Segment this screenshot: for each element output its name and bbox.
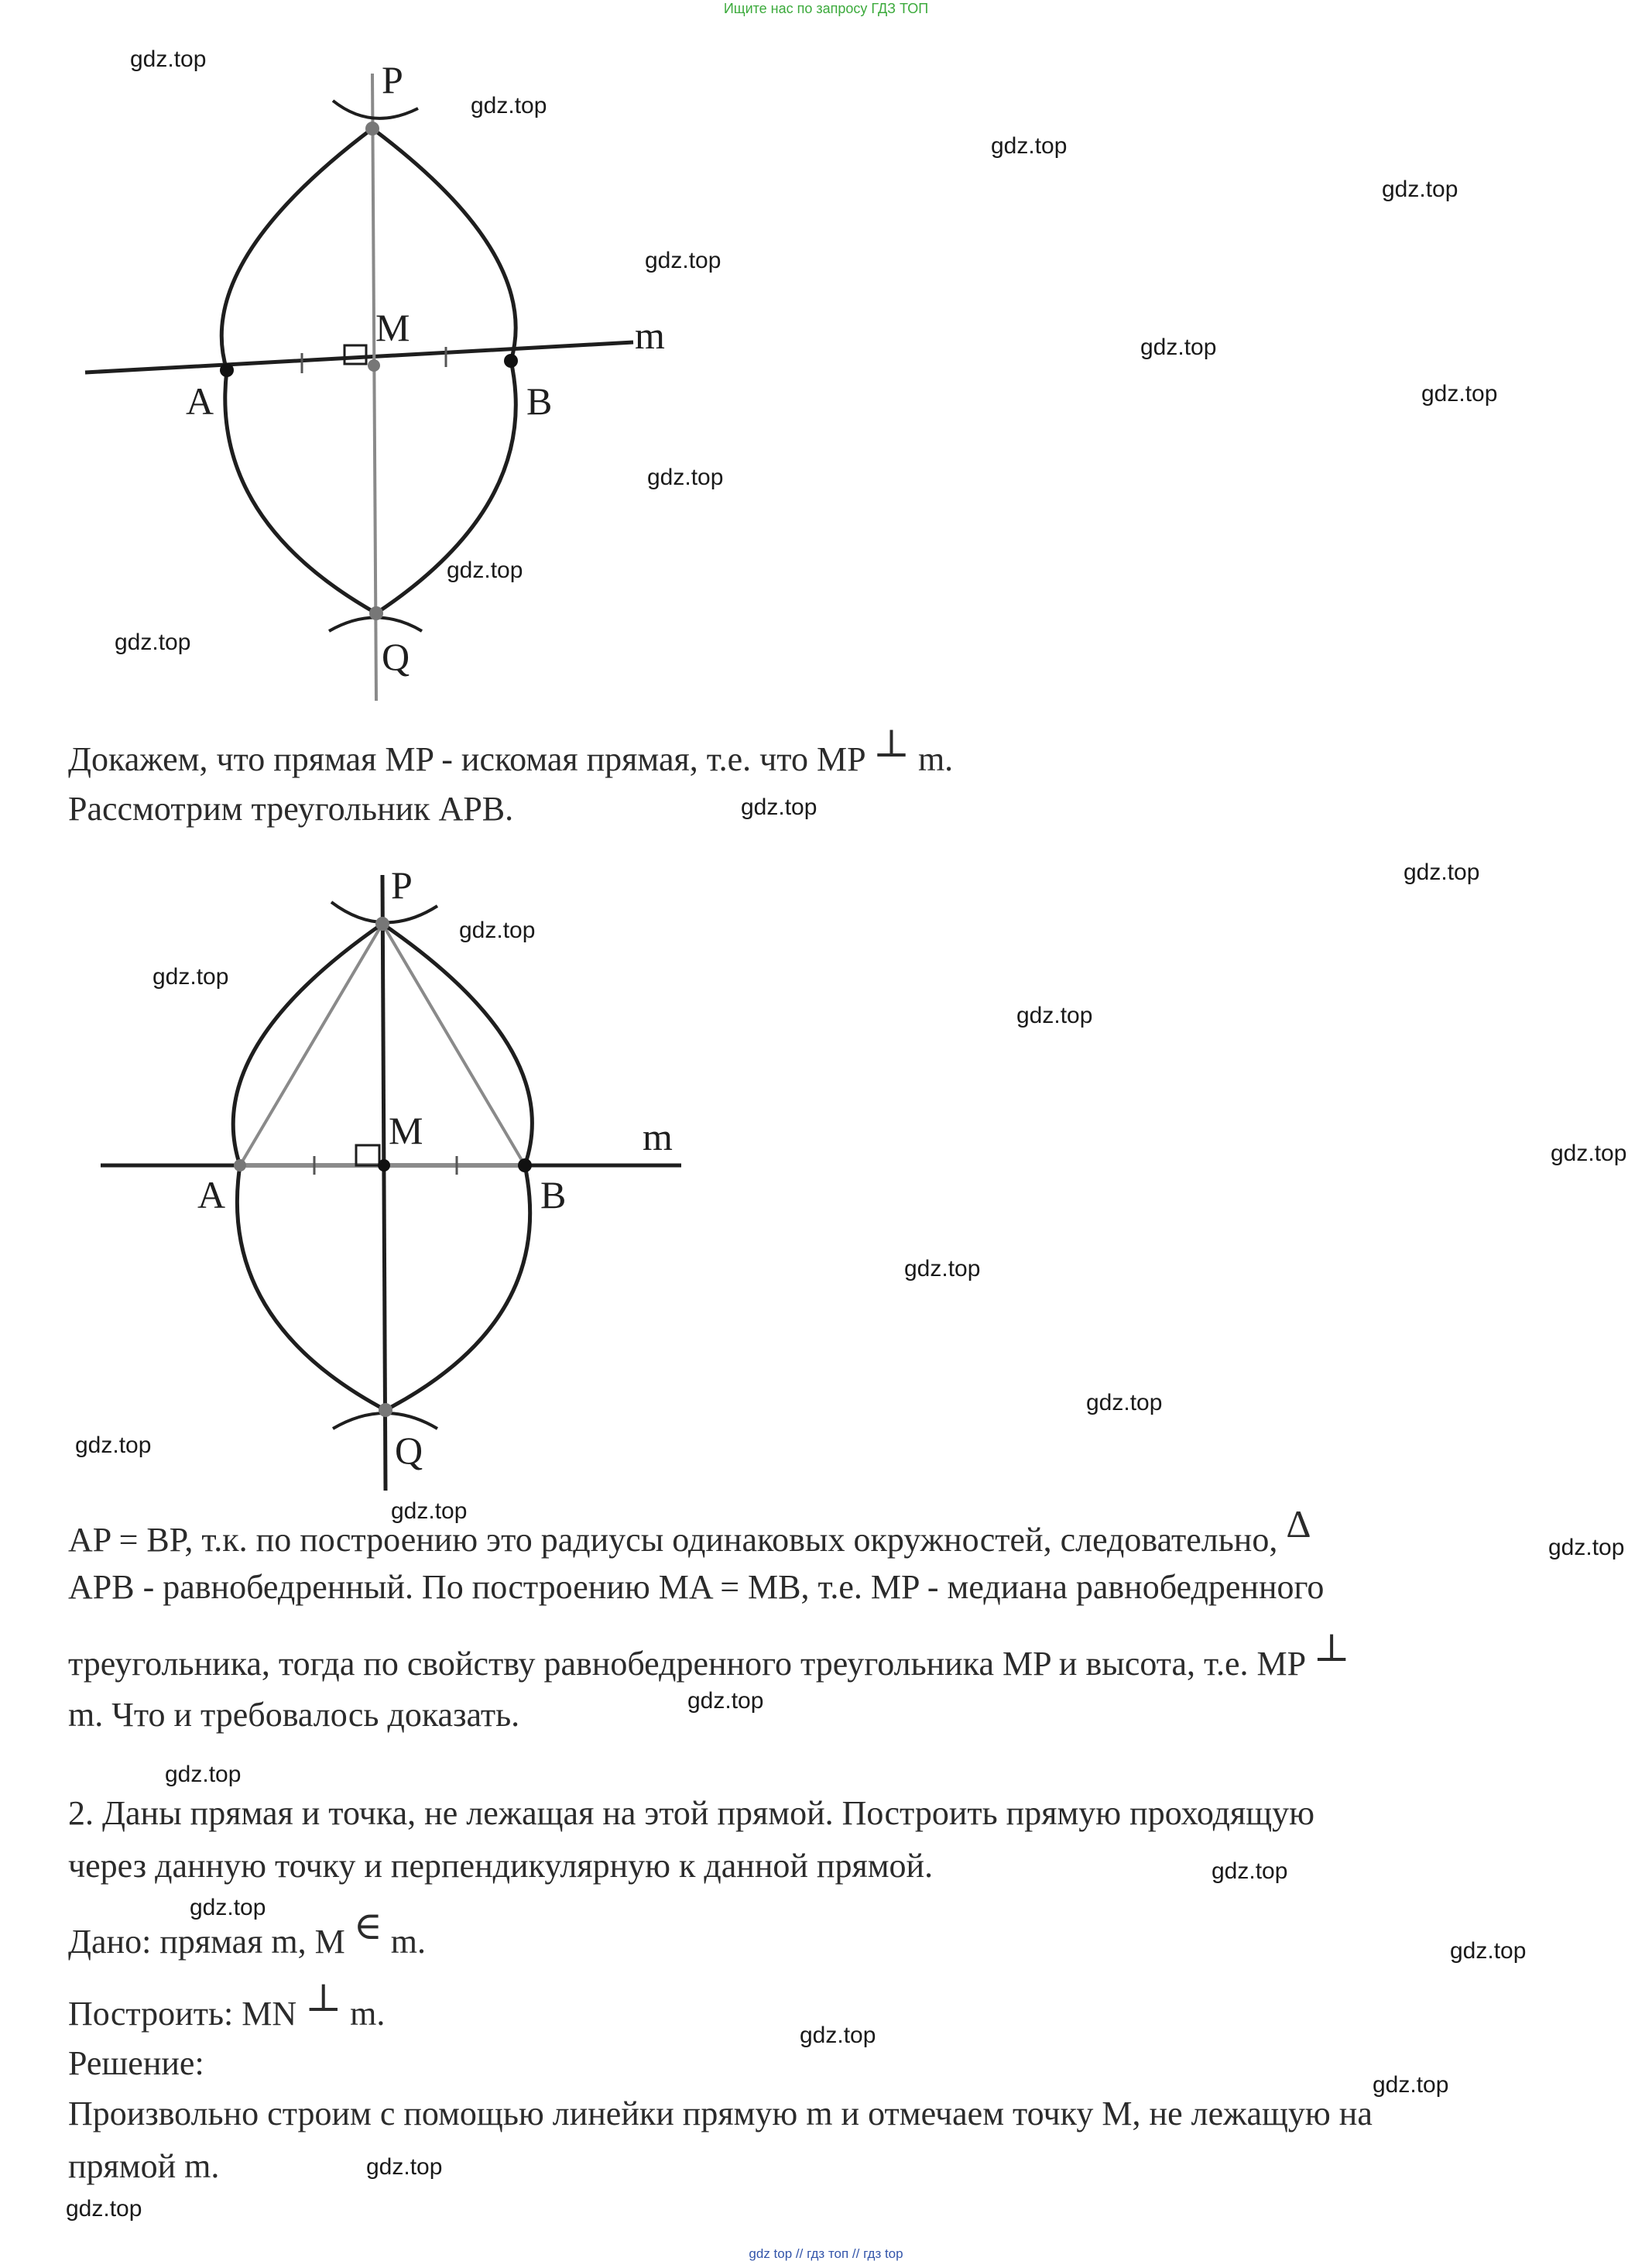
watermark: gdz.top xyxy=(1450,1938,1527,1964)
watermark: gdz.top xyxy=(115,630,191,655)
ap-bp-line-1: AP = BP, т.к. по построению это радиусы одинаковых окружностей, следовательно, Δ xyxy=(68,1502,1311,1559)
watermark: gdz.top xyxy=(391,1498,468,1524)
given-line: Дано: прямая m, M ∈ m. xyxy=(68,1904,427,1961)
arbitrary-line-1: Произвольно строим с помощью линейки прямую m и отмечаем точку M, не лежащую на xyxy=(68,2095,1373,2132)
diagram-construction-2 xyxy=(85,856,704,1522)
top-banner[interactable]: Ищите нас по запросу ГДЗ ТОП xyxy=(723,1,929,16)
point-p xyxy=(375,917,389,931)
point-b xyxy=(504,354,518,368)
watermark: gdz.top xyxy=(366,2154,443,2180)
label-b: B xyxy=(526,379,553,423)
task2-line-2: через данную точку и перпендикулярную к данной прямой. xyxy=(68,1847,934,1885)
segment-ap xyxy=(240,924,382,1165)
perp-symbol: ⊥ xyxy=(872,722,910,765)
point-m xyxy=(378,1159,390,1172)
build-line: Построить: MN ⊥ m. xyxy=(68,1976,386,2033)
watermark: gdz.top xyxy=(645,248,721,273)
point-m xyxy=(368,359,380,372)
label-b: B xyxy=(540,1173,567,1216)
point-a xyxy=(234,1159,246,1172)
watermark: gdz.top xyxy=(1140,335,1217,360)
point-p xyxy=(365,122,379,136)
solution-heading: Решение: xyxy=(68,2044,204,2082)
watermark: gdz.top xyxy=(447,558,523,583)
watermark: gdz.top xyxy=(904,1256,981,1282)
point-q xyxy=(379,1403,392,1417)
triangle-line: треугольника, тогда по свойству равнобедренного треугольника MP и высота, т.е. MP ⊥ xyxy=(68,1626,1350,1683)
watermark: gdz.top xyxy=(1086,1390,1163,1415)
watermark: gdz.top xyxy=(1212,1858,1288,1884)
watermark: gdz.top xyxy=(75,1433,152,1458)
label-line-m: m xyxy=(635,314,665,357)
ap-bp-line-2: APB - равнобедренный. По построению MA = MB, т.е. MP - медиана равнобедренного xyxy=(68,1568,1325,1606)
watermark: gdz.top xyxy=(66,2196,142,2222)
watermark: gdz.top xyxy=(1548,1535,1625,1560)
label-q: Q xyxy=(382,635,410,678)
arc-notch-top xyxy=(333,101,418,118)
consider-line: Рассмотрим треугольник APB. xyxy=(68,790,514,828)
watermark: gdz.top xyxy=(1404,860,1480,885)
bottom-banner[interactable]: gdz top // гдз топ // гдз top xyxy=(749,2246,903,2261)
watermark: gdz.top xyxy=(1382,177,1458,202)
watermark: gdz.top xyxy=(1551,1141,1627,1166)
watermark: gdz.top xyxy=(471,93,547,118)
line-m xyxy=(85,342,633,372)
watermark: gdz.top xyxy=(1421,381,1498,407)
label-line-m: m xyxy=(643,1115,673,1158)
label-m: M xyxy=(375,306,410,349)
task2-line-1: 2. Даны прямая и точка, не лежащая на этой прямой. Построить прямую проходящую xyxy=(68,1794,1315,1832)
watermark: gdz.top xyxy=(1373,2072,1449,2098)
point-q xyxy=(369,606,383,620)
watermark: gdz.top xyxy=(687,1688,764,1714)
arbitrary-line-2: прямой m. xyxy=(68,2147,220,2185)
prove-line: Докажем, что прямая MP - искомая прямая, т.е. что MP ⊥ m. xyxy=(68,722,954,778)
element-symbol: ∈ xyxy=(353,1904,382,1947)
diagram-construction-1 xyxy=(77,54,697,712)
point-a xyxy=(220,363,234,377)
label-a: A xyxy=(197,1173,226,1216)
label-a: A xyxy=(186,379,214,423)
line-pq xyxy=(382,875,386,1491)
watermark: gdz.top xyxy=(800,2023,876,2048)
left-arc xyxy=(221,129,376,613)
watermark: gdz.top xyxy=(165,1762,242,1787)
triangle-symbol: Δ xyxy=(1286,1502,1311,1546)
watermark: gdz.top xyxy=(153,964,229,990)
right-arc xyxy=(372,129,516,613)
label-p: P xyxy=(382,58,403,101)
conclusion-line: m. Что и требовалось доказать. xyxy=(68,1696,520,1734)
watermark: gdz.top xyxy=(741,794,817,820)
label-q: Q xyxy=(395,1429,423,1472)
watermark: gdz.top xyxy=(130,46,207,72)
label-p: P xyxy=(391,863,413,907)
watermark: gdz.top xyxy=(459,918,536,943)
point-b xyxy=(518,1158,532,1172)
label-m: M xyxy=(389,1109,423,1152)
watermark: gdz.top xyxy=(1016,1003,1093,1028)
perp-symbol: ⊥ xyxy=(1313,1626,1350,1669)
perp-symbol: ⊥ xyxy=(305,1976,342,2019)
watermark: gdz.top xyxy=(991,133,1068,159)
watermark: gdz.top xyxy=(647,465,724,490)
watermark: gdz.top xyxy=(190,1895,266,1920)
